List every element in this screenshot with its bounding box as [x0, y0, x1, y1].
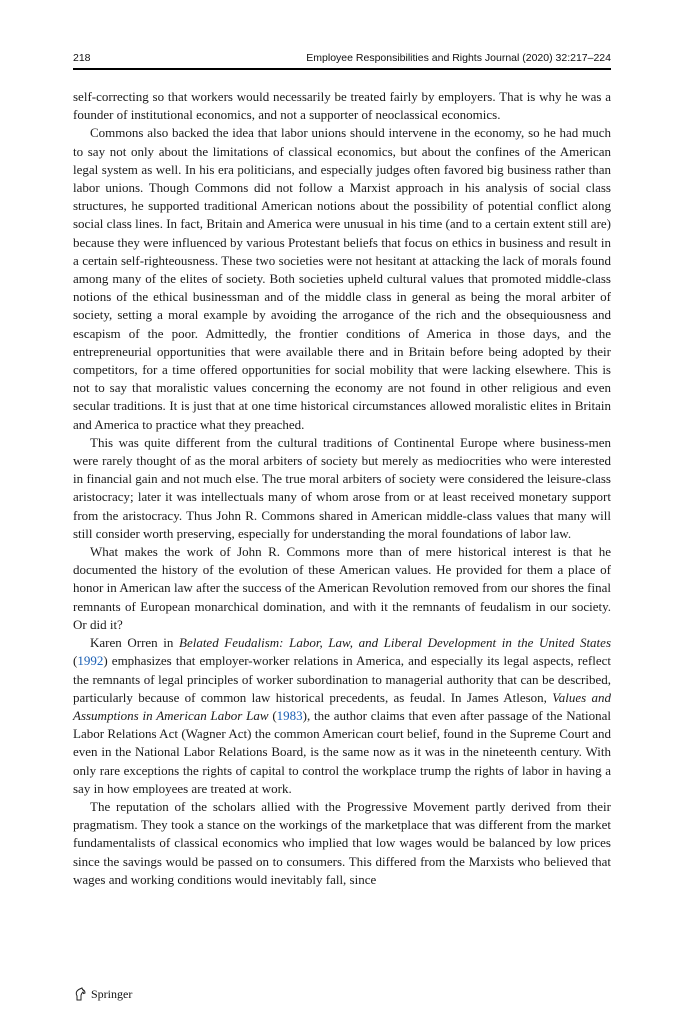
publisher-name: Springer [91, 986, 133, 1001]
paragraph-text: Karen Orren in [90, 635, 179, 651]
article-body [73, 88, 611, 889]
book-title: Belated Feudalism: Labor, Law, and Liberal Development in the United States [179, 635, 612, 651]
book-title: Values and Assumptions in American Labor Law [73, 689, 611, 723]
paragraph [73, 434, 611, 543]
paragraph [73, 88, 611, 124]
springer-horse-icon [74, 987, 87, 1001]
paragraph [73, 798, 611, 889]
paragraph-text: ( [268, 707, 277, 723]
page-footer [74, 986, 132, 1002]
citation-link[interactable]: 1992 [77, 653, 104, 669]
citation-link[interactable]: 1983 [276, 707, 303, 723]
paragraph-text: Commons also backed the idea that labor unions should intervene in the economy, so he had much to say not only about the limitations of classical economics, but about the confines of the American legal system as well. In his era politicians, and especially judges often favored big business rather than labor unions. Though Commons did not follow a Marxist approach in his analysis of social class structures, he supported traditional American notions about the possibility of potential conflict along social class lines. In fact, Britain and America were unusual in his time (and to a certain extent still are) because they were influenced by various Protestant beliefs that focus on ethics in business and result in a certain self-righteousness. These two societies were not hesitant at attacking the lack of morals found among many of the elites of society. Both societies upheld cultural values that promoted middle-class notions of the ethical businessman and of the middle class in general as being the moral arbiter of society, setting a moral example by avoiding the arrogance of the rich and the obsequiousness and escapism of the poor. Admittedly, the frontier conditions of America in those days, and the entrepreneurial opportunities that were available there and in Britain before being adopted by their competitors, for a time offered opportunities for social mobility that were lacking elsewhere. This is not to say that moralistic values concerning the economy are not found in other religious and even secular traditions. It is just that at one time historical circumstances allowed moralistic elites in Britain and America to practice what they preached. [73, 125, 611, 432]
journal-citation: Employee Responsibilities and Rights Journal (2020) 32:217–224 [306, 52, 611, 64]
running-header [73, 52, 611, 68]
paragraph [73, 634, 611, 798]
paragraph-text: ( [73, 653, 78, 669]
paragraph-text: self-correcting so that workers would necessarily be treated fairly by employers. That is why he was a founder of institutional economics, and not a supporter of neoclassical economics. [73, 89, 611, 123]
page-number: 218 [73, 52, 91, 64]
header-rule [73, 68, 611, 70]
paragraph [73, 543, 611, 634]
paragraph [73, 124, 611, 433]
paragraph-text: What makes the work of John R. Commons more than of mere historical interest is that he documented the history of the evolution of these American values. He provided for them a place of honor in American law after the success of the American Revolution removed from our shores the final remnants of European monarchical domination, and with it the remnants of feudalism in our society. Or did it? [73, 544, 611, 632]
paragraph-text: ), the author claims that even after passage of the National Labor Relations Act (Wagner Act) the common American court belief, found in the Supreme Court and even in the National Labor Relations Board, is the same now as it was in the nineteenth century. With only rare exceptions the rights of capital to control the workplace trump the rights of labor in having a say in how employees are treated at work. [73, 707, 611, 796]
paragraph-text: This was quite different from the cultural traditions of Continental Europe where business-men were rarely thought of as the moral arbiters of society but merely as mediocrities who were interested in financial gain and not much else. The true moral arbiters of society were considered the leisure-class aristocracy; later it was intellectuals many of whom arose from or at least received monetary support from the aristocracy. Thus John R. Commons shared in American middle-class values that many will still consider worth preserving, especially for understanding the moral foundations of labor law. [73, 434, 611, 541]
paragraph-text: ) emphasizes that employer-worker relations in America, and especially its legal aspects, reflect the remnants of legal principles of worker subordination to managerial authority that can be described, particularly because of common law historical precedents, as feudal. In James Atleson, [73, 653, 611, 705]
paragraph-text: The reputation of the scholars allied with the Progressive Movement partly derived from their pragmatism. They took a stance on the workings of the marketplace that was different from the market fundamentalists of classical economics who implied that low wages would be balanced by low prices since the savings would be passed on to consumers. This differed from the Marxists who believed that wages and working conditions would inevitably fall, since [73, 798, 611, 887]
